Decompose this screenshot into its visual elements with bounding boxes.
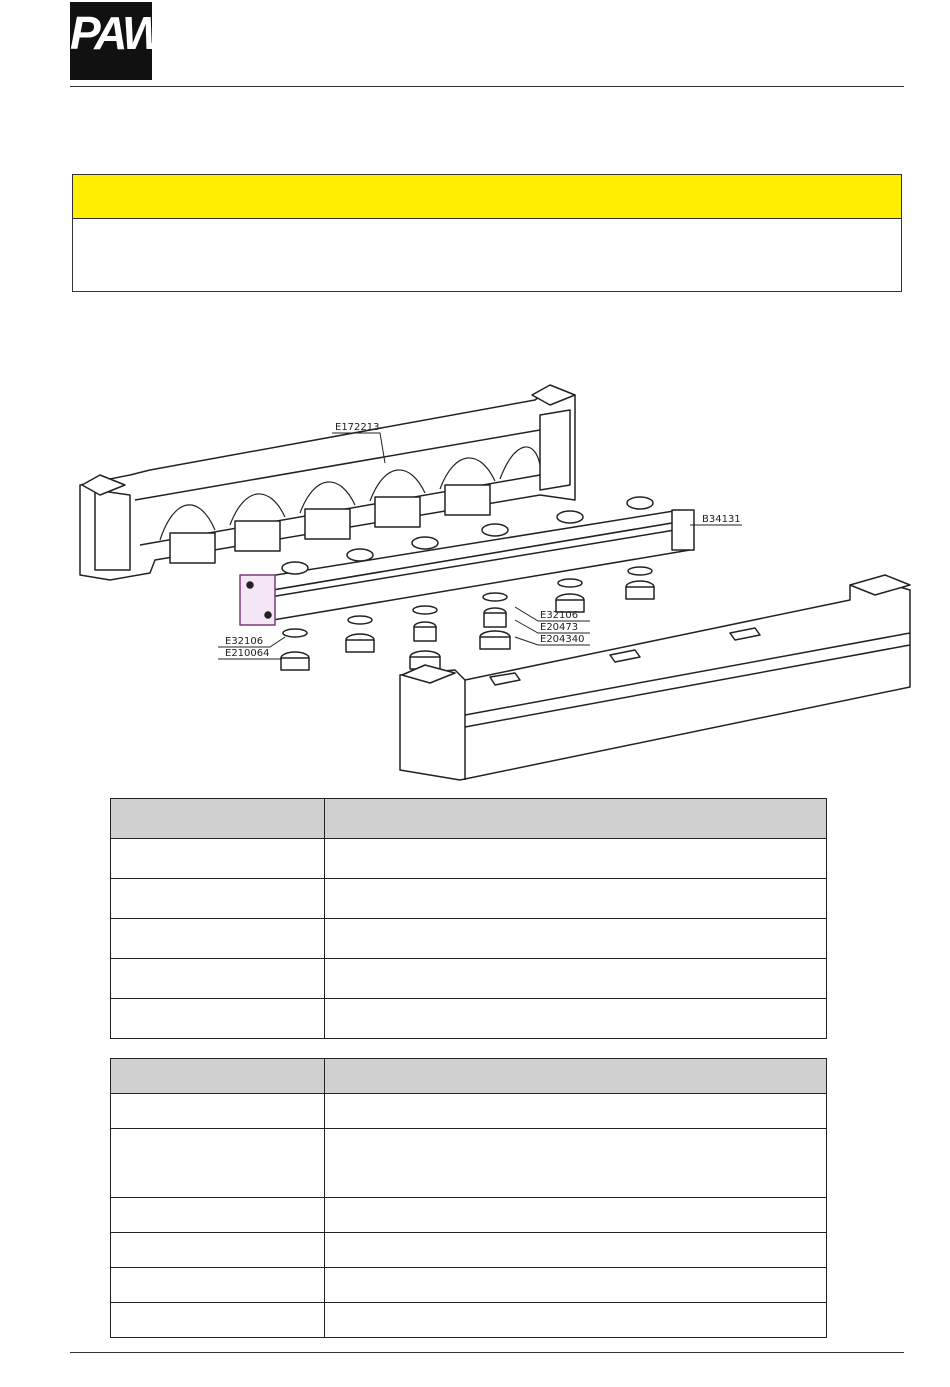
table-cell [325,959,827,999]
table-header-cell [111,799,325,839]
table-cell [111,879,325,919]
logo-text: PAW [70,7,163,59]
table-row [111,1303,827,1338]
label-top-cover: E172213 [335,422,380,433]
table-header-row [111,799,827,839]
table-cell [325,1129,827,1198]
table-cell [111,839,325,879]
table-row [111,1268,827,1303]
table-row [111,879,827,919]
table-row [111,1198,827,1233]
warning-box [72,174,902,292]
label-reducer: E20473 [540,622,579,633]
table-cell [111,999,325,1039]
paw-logo [70,2,163,80]
label-nut-left: E210064 [225,648,270,659]
table-cell [325,919,827,959]
table-cell [111,1268,325,1303]
table-header-row [111,1059,827,1094]
warning-heading [73,175,901,219]
table-row [111,919,827,959]
table-cell [325,1198,827,1233]
table-row [111,1233,827,1268]
label-nut-right: E204340 [540,634,585,645]
table-header-cell [325,799,827,839]
header-divider [70,86,904,87]
table-cell [325,999,827,1039]
table-cell [111,1303,325,1338]
table-cell [111,1233,325,1268]
table-row [111,839,827,879]
exploded-view-drawing [70,375,920,790]
table-cell [111,1198,325,1233]
parts-table-1 [110,798,827,1039]
table-header-cell [111,1059,325,1094]
table-row [111,999,827,1039]
label-manifold: B34131 [702,514,741,525]
table-cell [111,1094,325,1129]
parts-table-2 [110,1058,827,1338]
footer-divider [70,1352,904,1353]
table-row [111,1129,827,1198]
table-header-cell [325,1059,827,1094]
table-cell [325,1233,827,1268]
table-cell [111,1129,325,1198]
table-cell [325,1268,827,1303]
table-row [111,959,827,999]
table-cell [325,839,827,879]
table-cell [325,879,827,919]
table-cell [325,1094,827,1129]
label-gasket-right: E32106 [540,610,579,621]
bottom-insulation-shell [400,575,910,780]
table-cell [111,959,325,999]
table-cell [325,1303,827,1338]
table-row [111,1094,827,1129]
table-cell [111,919,325,959]
label-gasket-left: E32106 [225,636,264,647]
